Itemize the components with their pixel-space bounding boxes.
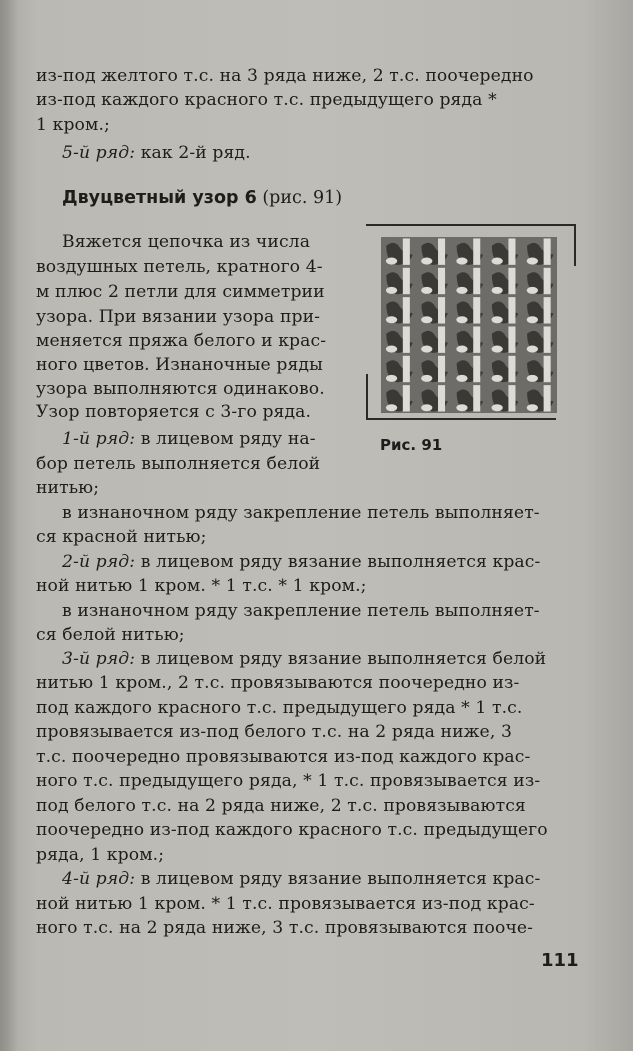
text-line: под каждого красного т.с. предыдущего ряда * 1 т.с. — [36, 698, 523, 718]
text-line: т.с. поочередно провязываются из-под каждого крас- — [36, 747, 531, 767]
light-stitch-mark — [438, 356, 445, 382]
light-stitch-mark — [544, 326, 551, 352]
light-stitch-mark — [527, 404, 538, 411]
light-stitch-mark — [403, 297, 410, 323]
row-label: 5-й ряд: — [62, 143, 136, 163]
light-stitch-mark — [527, 258, 538, 265]
light-stitch-mark — [473, 238, 480, 264]
row-text: в лицевом ряду вязание выполняется крас- — [135, 869, 541, 889]
figure-frame-corner — [574, 224, 576, 266]
light-stitch-mark — [508, 326, 515, 352]
text-line: ся красной нитью; — [36, 527, 207, 547]
text-line: в изнаночном ряду закрепление петель выполняет- — [62, 601, 540, 621]
section-title: Двуцветный узор 6 — [62, 188, 257, 208]
text-line: нитью 1 кром., 2 т.с. провязываются поочередно из- — [36, 673, 520, 693]
text-line: меняется пряжа белого и крас- — [36, 331, 327, 351]
row-4-line — [62, 867, 540, 891]
text-line: из-под желтого т.с. на 3 ряда ниже, 2 т.с. поочередно — [36, 66, 534, 86]
figure-caption: Рис. 91 — [380, 436, 443, 454]
text-line: 1 кром.; — [36, 115, 110, 135]
light-stitch-mark — [456, 258, 467, 265]
figure-frame-corner — [366, 418, 556, 420]
row-3-line — [62, 647, 546, 671]
light-stitch-mark — [508, 297, 515, 323]
knitted-pattern-image — [381, 237, 557, 413]
light-stitch-mark — [492, 287, 503, 294]
light-stitch-mark — [473, 385, 480, 411]
text-line: под белого т.с. на 2 ряда ниже, 2 т.с. провязываются — [36, 796, 526, 816]
row-5-line — [62, 141, 251, 165]
row-label: 4-й ряд: — [62, 869, 136, 889]
light-stitch-mark — [438, 297, 445, 323]
text-line: из-под каждого красного т.с. предыдущего ряда * — [36, 90, 497, 110]
row-label: 1-й ряд: — [62, 429, 136, 449]
text-line: ся белой нитью; — [36, 625, 185, 645]
light-stitch-mark — [421, 375, 432, 382]
light-stitch-mark — [527, 287, 538, 294]
light-stitch-mark — [456, 404, 467, 411]
light-stitch-mark — [403, 326, 410, 352]
light-stitch-mark — [386, 375, 397, 382]
text-line: провязывается из-под белого т.с. на 2 ряда ниже, 3 — [36, 722, 512, 742]
light-stitch-mark — [492, 258, 503, 265]
light-stitch-mark — [456, 346, 467, 353]
light-stitch-mark — [508, 268, 515, 294]
light-stitch-mark — [527, 316, 538, 323]
light-stitch-mark — [544, 356, 551, 382]
text-line: ной нитью 1 кром. * 1 т.с. провязывается из-под крас- — [36, 894, 535, 914]
light-stitch-mark — [508, 385, 515, 411]
text-line: в изнаночном ряду закрепление петель выполняет- — [62, 503, 540, 523]
light-stitch-mark — [386, 346, 397, 353]
row-2-line — [62, 550, 540, 574]
text-line: воздушных петель, кратного 4- — [36, 257, 323, 277]
light-stitch-mark — [544, 385, 551, 411]
light-stitch-mark — [386, 316, 397, 323]
text-line: ряда, 1 кром.; — [36, 845, 165, 865]
light-stitch-mark — [421, 287, 432, 294]
light-stitch-mark — [508, 238, 515, 264]
text-line: ного цветов. Изнаночные ряды — [36, 355, 323, 375]
light-stitch-mark — [527, 346, 538, 353]
light-stitch-mark — [544, 238, 551, 264]
light-stitch-mark — [403, 385, 410, 411]
text-line: узора выполняются одинаково. — [36, 379, 325, 399]
light-stitch-mark — [456, 375, 467, 382]
light-stitch-mark — [421, 404, 432, 411]
light-stitch-mark — [473, 297, 480, 323]
light-stitch-mark — [473, 356, 480, 382]
text-line: м плюс 2 петли для симметрии — [36, 282, 325, 302]
text-line: Вяжется цепочка из числа — [62, 232, 311, 252]
light-stitch-mark — [386, 258, 397, 265]
light-stitch-mark — [438, 268, 445, 294]
light-stitch-mark — [473, 326, 480, 352]
figure-reference: (рис. 91) — [256, 188, 343, 208]
text-line: ного т.с. предыдущего ряда, * 1 т.с. провязывается из- — [36, 771, 541, 791]
light-stitch-mark — [492, 375, 503, 382]
text-line: ного т.с. на 2 ряда ниже, 3 т.с. провязываются пооче- — [36, 918, 534, 938]
page-spine-shadow — [0, 0, 18, 1051]
text-line: поочередно из-под каждого красного т.с. предыдущего — [36, 820, 548, 840]
row-1-line — [62, 427, 316, 451]
light-stitch-mark — [403, 268, 410, 294]
row-label: 3-й ряд: — [62, 649, 136, 669]
light-stitch-mark — [492, 316, 503, 323]
light-stitch-mark — [473, 268, 480, 294]
light-stitch-mark — [386, 287, 397, 294]
light-stitch-mark — [438, 238, 445, 264]
light-stitch-mark — [492, 404, 503, 411]
text-line: узора. При вязании узора при- — [36, 307, 321, 327]
light-stitch-mark — [403, 356, 410, 382]
light-stitch-mark — [438, 326, 445, 352]
text-line: нитью; — [36, 478, 100, 498]
row-text: как 2-й ряд. — [135, 143, 251, 163]
light-stitch-mark — [421, 258, 432, 265]
light-stitch-mark — [544, 297, 551, 323]
text-line: Узор повторяется с 3-го ряда. — [36, 402, 312, 422]
text-line: ной нитью 1 кром. * 1 т.с. * 1 кром.; — [36, 576, 367, 596]
light-stitch-mark — [544, 268, 551, 294]
figure-91 — [366, 224, 576, 420]
light-stitch-mark — [456, 316, 467, 323]
figure-frame-corner — [366, 224, 574, 226]
row-text: в лицевом ряду на- — [135, 429, 316, 449]
light-stitch-mark — [438, 385, 445, 411]
section-heading — [62, 186, 342, 210]
light-stitch-mark — [508, 356, 515, 382]
page-number: 111 — [541, 950, 579, 971]
light-stitch-mark — [492, 346, 503, 353]
text-line: бор петель выполняется белой — [36, 454, 321, 474]
row-label: 2-й ряд: — [62, 552, 136, 572]
light-stitch-mark — [421, 346, 432, 353]
light-stitch-mark — [403, 238, 410, 264]
row-text: в лицевом ряду вязание выполняется белой — [135, 649, 547, 669]
light-stitch-mark — [421, 316, 432, 323]
light-stitch-mark — [527, 375, 538, 382]
figure-frame-corner — [366, 374, 368, 420]
light-stitch-mark — [386, 404, 397, 411]
light-stitch-mark — [456, 287, 467, 294]
row-text: в лицевом ряду вязание выполняется крас- — [135, 552, 541, 572]
